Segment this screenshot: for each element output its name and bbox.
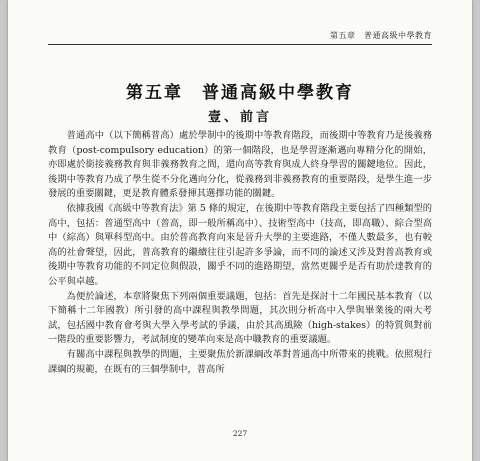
paragraph: 依據我國《高級中等教育法》第 5 條的規定，在後期中等教育階段主要包括了四種類型的高中，包括：普通型高中（普高，即一般所稱高中）、技術型高中（技高，即高職）、綜合型高中（綜高）與單科型高中。由於普高教育向來是晉升大學的主要進路，不僅人數最多，也有較高的社會聲望，因此，普高教育的繼續往往引起許多爭論，而不同的論述又涉及對普高教育或後期中等教育功能的不同定位與假設，關乎不同的進路期望，當然更關乎是否有助於達教育的公平與卓越。	[48, 202, 432, 287]
document-page	[8, 0, 472, 461]
paragraph: 為便於論述，本章將聚焦下列兩個重要議題，包括：首先是探討十二年國民基本教育（以下簡稱十二年國教）所引發的高中課程與教學問題，其次則分析高中入學與畢業後的兩大考試，包括國中教育會考與大學入學考試的爭議，由於其高風險（high-stakes）的特質與對前一階段的重要影響力，考試制度的變革向來是高中職教育的重要議題。	[48, 290, 432, 346]
body-text	[48, 129, 432, 377]
section-title: 壹、前言	[207, 110, 272, 125]
header-rule	[48, 44, 432, 45]
running-header: 第五章 普通高級中學教育	[330, 31, 432, 40]
page-number: 227	[232, 429, 248, 438]
paragraph: 普通高中（以下簡稱普高）處於學制中的後期中等教育階段，而後期中等教育乃是後義務教育（post-compulsory education）的第一個階段，也是學習逐漸邁向專精分化的開始，亦即處於銜接義務教育與非義務教育之間，還向高等教育與成人終身學習的關鍵地位。因此，後期中等教育乃成了學生從不分化邁向分化，從義務到非義務教育的重要階段，是學生進一步發展的重要關鍵，更是教育體系發揮其選擇功能的關鍵。	[48, 130, 432, 200]
chapter-title: 第五章 普通高級中學教育	[126, 83, 354, 103]
paragraph: 有關高中課程與教學的問題，主要聚焦於新課綱改革對普通高中所帶來的挑戰。依照現行課綱的規範，在既有的三個學制中，普高所	[48, 348, 432, 375]
